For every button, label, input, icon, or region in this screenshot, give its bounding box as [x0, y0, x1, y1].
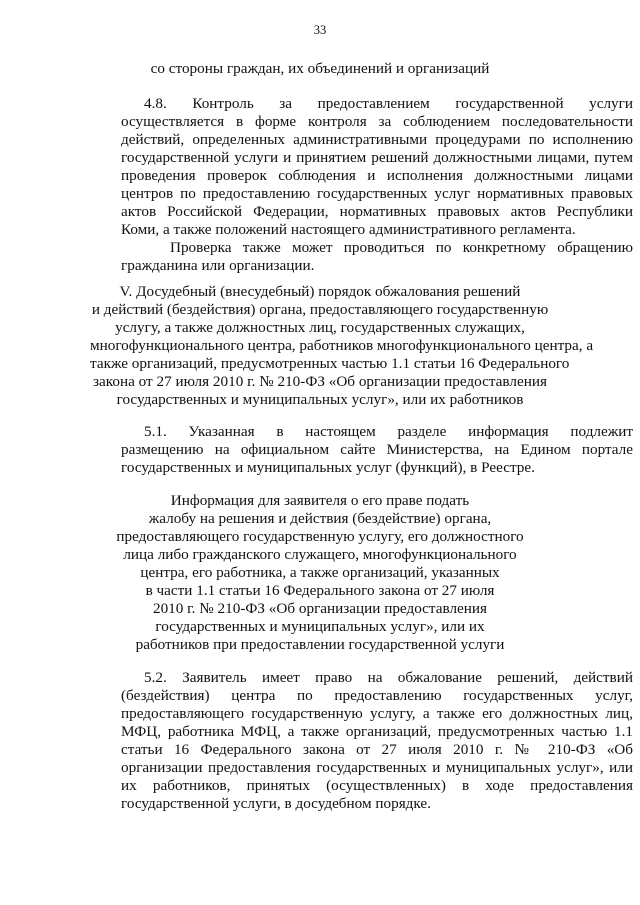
paragraph-5-1-line: размещению на официальном сайте Министерства, на Едином портале: [121, 441, 633, 458]
paragraph-4-8-line: 4.8. Контроль за предоставлением государственной услуги: [144, 95, 633, 112]
info-title-line: предоставляющего государственную услугу, его должностного: [116, 528, 524, 545]
paragraph-5-2-line: организации предоставления государственных и муниципальных услуг», или: [121, 759, 633, 776]
paragraph-5-1-line: 5.1. Указанная в настоящем разделе информация подлежит: [144, 423, 633, 440]
section-title-line: услугу, а также должностных лиц, государственных служащих,: [115, 319, 525, 336]
paragraph-4-8-line: государственной услуги и принятием решений должностными лицами, путем: [121, 149, 633, 166]
paragraph-check-line: гражданина или организации.: [121, 257, 315, 274]
paragraph-5-2-line: (бездействия) центра по предоставлению государственных услуг,: [121, 687, 633, 704]
info-title-line: 2010 г. № 210-ФЗ «Об организации предоставления: [152, 600, 488, 617]
paragraph-4-8-line: актов Российской Федерации, нормативных правовых актов Республики: [121, 203, 633, 220]
info-title-line: лица либо гражданского служащего, многофункционального: [123, 546, 517, 563]
paragraph-4-8-line: центров по предоставлению государственных услуг нормативных правовых: [121, 185, 633, 202]
section-title-line: многофункционального центра, работников многофункционального центра, а: [90, 337, 594, 354]
paragraph-5-2-line: МФЦ, работника МФЦ, а также организаций, предусмотренных частью 1.1: [121, 723, 633, 740]
heading-continuation: со стороны граждан, их объединений и организаций: [150, 60, 490, 77]
section-title-line: и действий (бездействия) органа, предоставляющего государственную: [91, 301, 549, 318]
paragraph-5-1-line: государственных и муниципальных услуг (функций), в Реестре.: [121, 459, 535, 476]
info-title-line: жалобу на решения и действия (бездействие) органа,: [148, 510, 492, 527]
info-title-line: работников при предоставлении государственной услуги: [135, 636, 505, 653]
paragraph-5-2-line: предоставляющего государственную услугу, а также его должностных лиц,: [121, 705, 633, 722]
info-title-line: центра, его работника, а также организаций, указанных: [140, 564, 500, 581]
section-title-line: V. Досудебный (внесудебный) порядок обжалования решений: [119, 283, 521, 300]
info-title-line: в части 1.1 статьи 16 Федерального закона от 27 июля: [145, 582, 495, 599]
info-title-line: государственных и муниципальных услуг», или их: [155, 618, 485, 635]
paragraph-4-8-line: действий, определенных административными процедурами по исполнению: [121, 131, 633, 148]
section-title-line: закона от 27 июля 2010 г. № 210-ФЗ «Об организации предоставления: [93, 373, 547, 390]
paragraph-5-2-line: 5.2. Заявитель имеет право на обжалование решений, действий: [144, 669, 633, 686]
paragraph-5-2-line: статьи 16 Федерального закона от 27 июля 2010 г. № 210-ФЗ «Об: [121, 741, 633, 758]
paragraph-5-2-line: их работников, принятых (осуществленных) в ходе предоставления: [121, 777, 633, 794]
paragraph-4-8-line: Коми, а также положений настоящего административного регламента.: [121, 221, 576, 238]
paragraph-4-8-line: проведения проверок соблюдения и исполнения должностными лицами: [121, 167, 633, 184]
page-number: 33: [313, 23, 327, 37]
paragraph-4-8-line: осуществляется в форме контроля за соблюдением последовательности: [121, 113, 633, 130]
paragraph-5-2-line: государственной услуги, в досудебном порядке.: [121, 795, 431, 812]
info-title-line: Информация для заявителя о его праве подать: [170, 492, 470, 509]
section-title-line: также организаций, предусмотренных частью 1.1 статьи 16 Федерального: [90, 355, 570, 372]
section-title-line: государственных и муниципальных услуг», или их работников: [116, 391, 524, 408]
paragraph-check-line: Проверка также может проводиться по конкретному обращению: [170, 239, 633, 256]
